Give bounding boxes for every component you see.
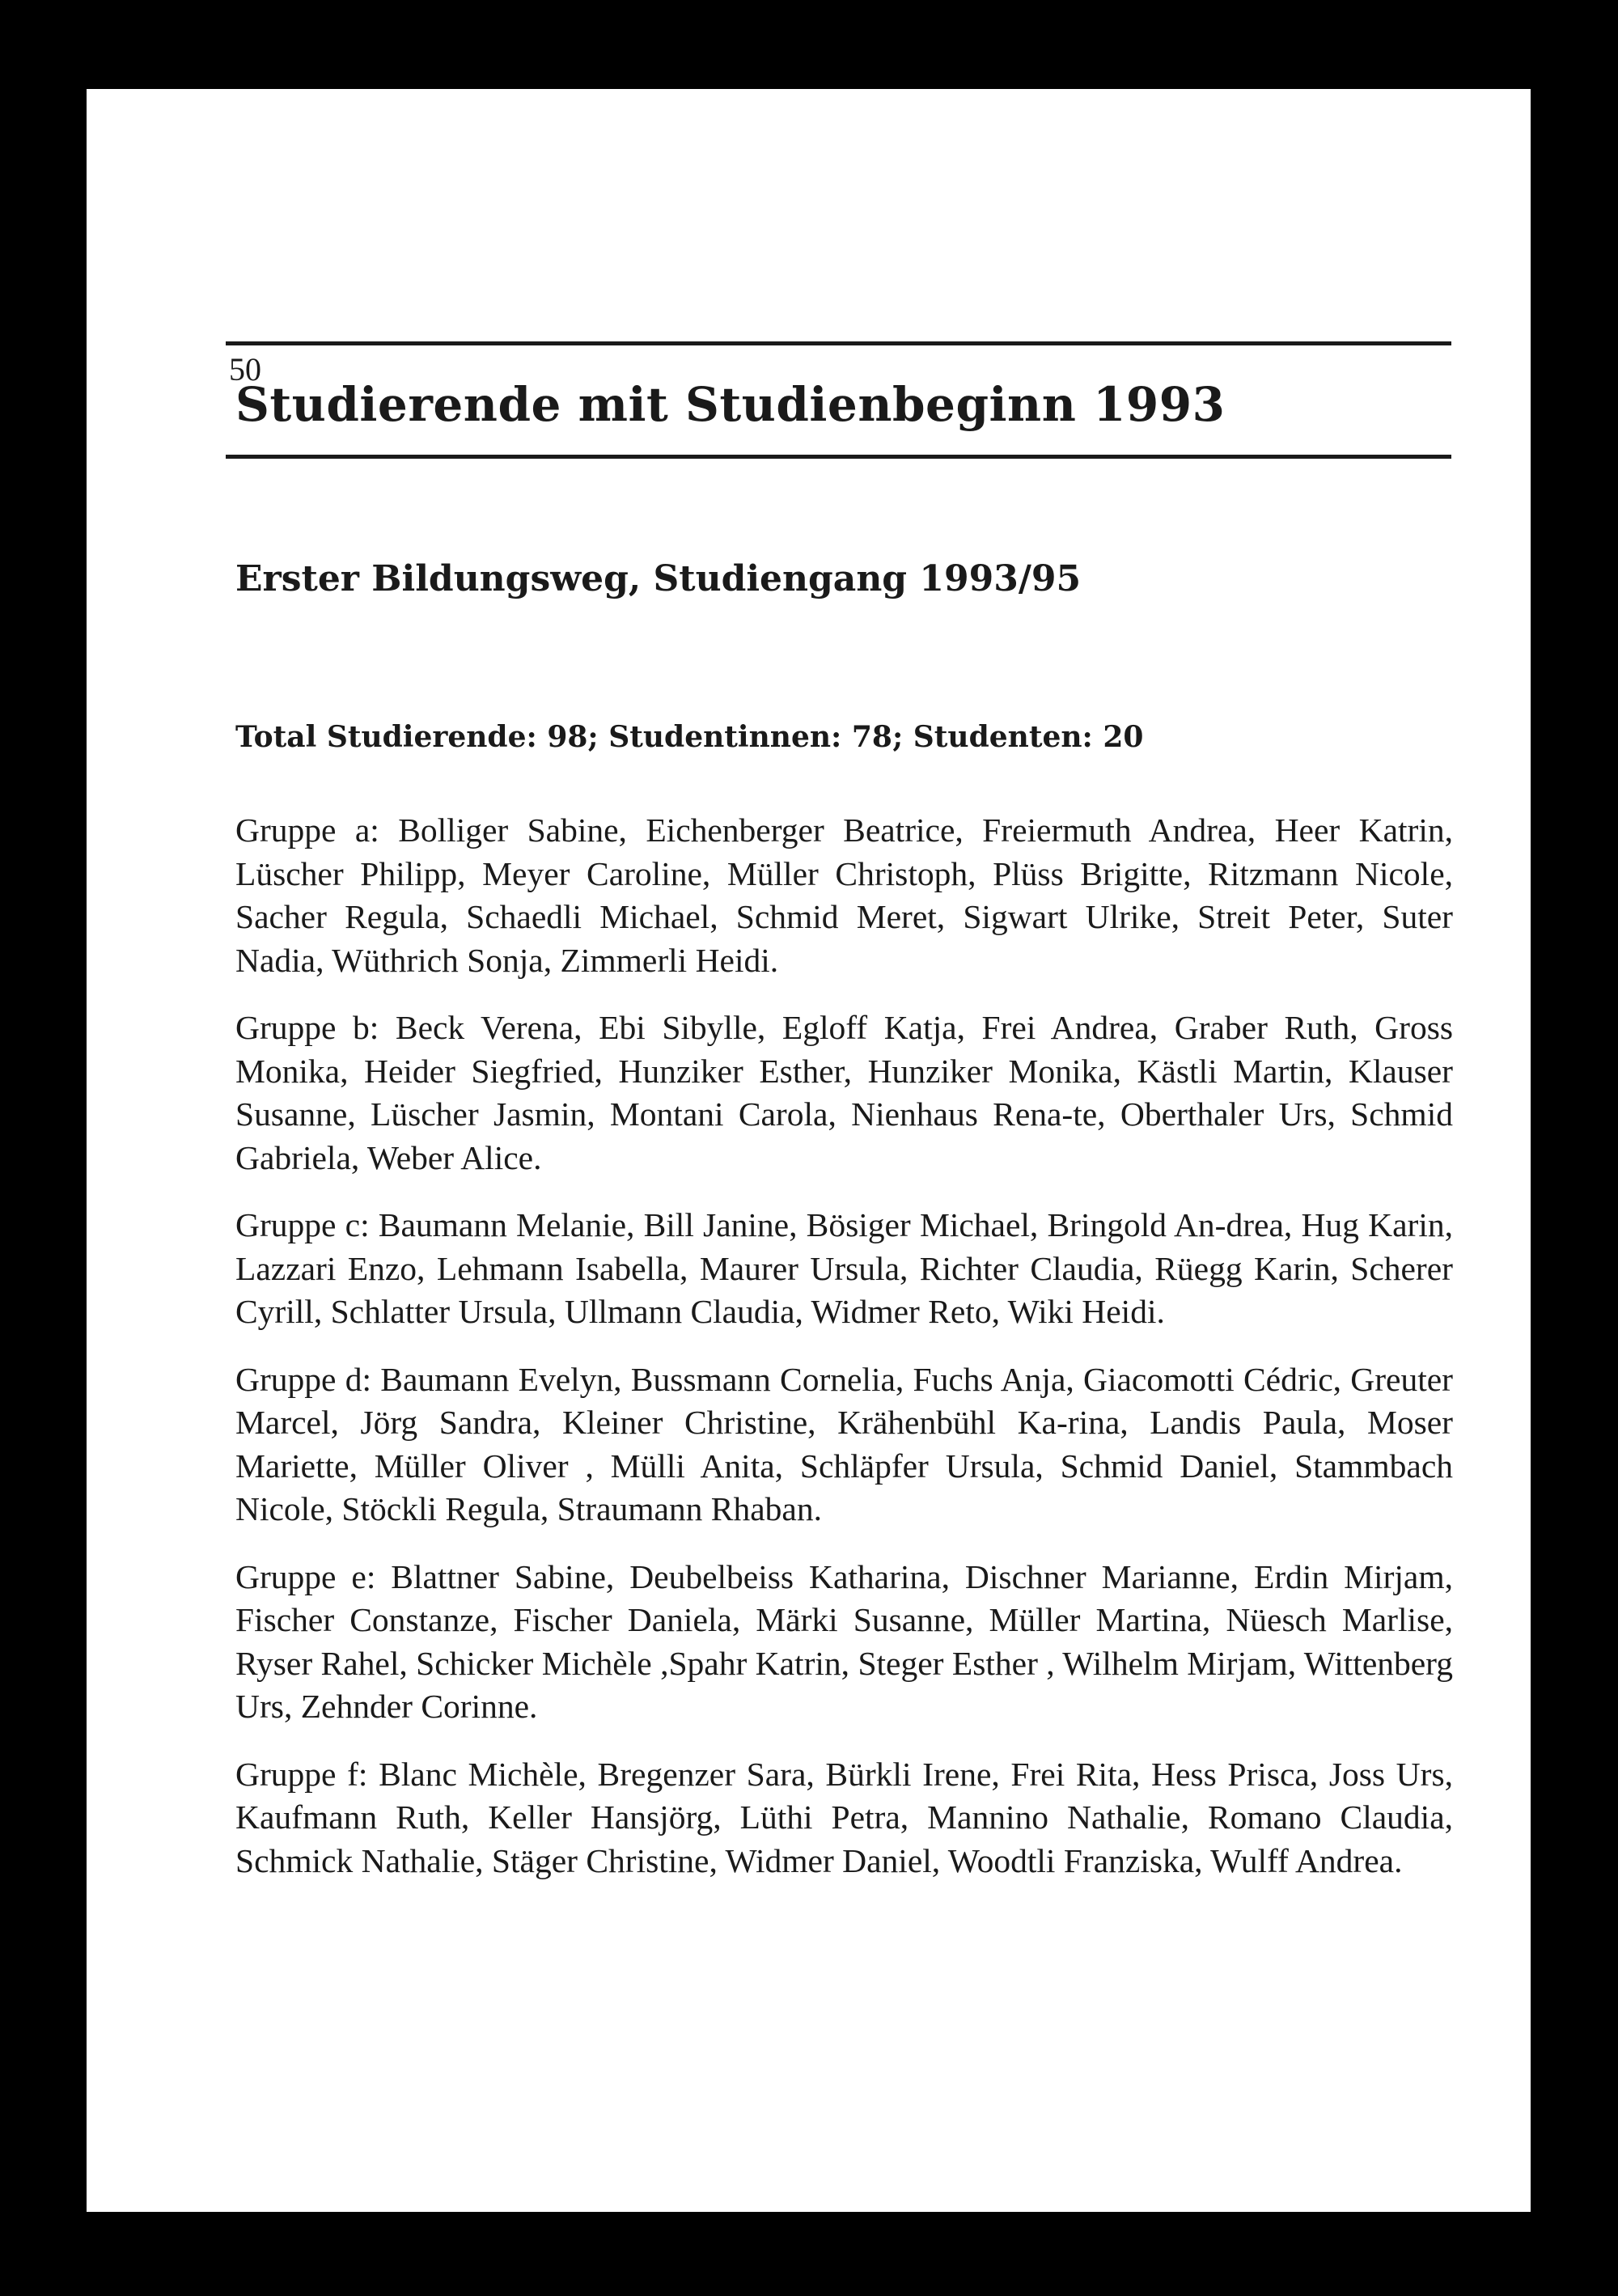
- page-title: Studierende mit Studienbeginn 1993: [235, 377, 1226, 432]
- document-page: [87, 89, 1531, 2212]
- group-a-paragraph: Gruppe a: Bolliger Sabine, Eichenberger Beatrice, Freiermuth Andrea, Heer Katrin, Lüscher Philipp, Meyer Caroline, Müller Christoph, Plüss Brigitte, Ritzmann Nicole, Sacher Regula, Schaedli Michael, Schmid Meret, Sigwart Ulrike, Streit Peter, Suter Nadia, Wüthrich Sonja, Zimmerli Heidi.: [235, 811, 1453, 979]
- page-number: 50: [229, 351, 261, 388]
- title-rule-top: [226, 341, 1451, 345]
- section-subtitle: Erster Bildungsweg, Studiengang 1993/95: [235, 558, 1082, 599]
- student-totals: Total Studierende: 98; Studentinnen: 78; Studenten: 20: [235, 720, 1144, 754]
- title-rule-bottom: [226, 455, 1451, 459]
- group-c-paragraph: Gruppe c: Baumann Melanie, Bill Janine, Bösiger Michael, Bringold An-drea, Hug Karin, Lazzari Enzo, Lehmann Isabella, Maurer Ursula, Richter Claudia, Rüegg Karin, Scherer Cyrill, Schlatter Ursula, Ullmann Claudia, Widmer Reto, Wiki Heidi.: [235, 1206, 1453, 1330]
- group-b-paragraph: Gruppe b: Beck Verena, Ebi Sibylle, Egloff Katja, Frei Andrea, Graber Ruth, Gross Monika, Heider Siegfried, Hunziker Esther, Hunziker Monika, Kästli Martin, Klauser Susanne, Lüscher Jasmin, Montani Carola, Nienhaus Rena-te, Oberthaler Urs, Schmid Gabriela, Weber Alice.: [235, 1009, 1453, 1176]
- group-f-paragraph: Gruppe f: Blanc Michèle, Bregenzer Sara, Bürkli Irene, Frei Rita, Hess Prisca, Joss Urs, Kaufmann Ruth, Keller Hansjörg, Lüthi Petra, Mannino Nathalie, Romano Claudia, Schmick Nathalie, Stäger Christine, Widmer Daniel, Woodtli Franziska, Wulff Andrea.: [235, 1755, 1453, 1879]
- group-list: [235, 809, 1453, 1907]
- group-e-paragraph: Gruppe e: Blattner Sabine, Deubelbeiss Katharina, Dischner Marianne, Erdin Mirjam, Fischer Constanze, Fischer Daniela, Märki Susanne, Müller Martina, Nüesch Marlise, Ryser Rahel, Schicker Michèle ,Spahr Katrin, Steger Esther , Wilhelm Mirjam, Wittenberg Urs, Zehnder Corinne.: [235, 1557, 1453, 1725]
- group-d-paragraph: Gruppe d: Baumann Evelyn, Bussmann Cornelia, Fuchs Anja, Giacomotti Cédric, Greuter Marcel, Jörg Sandra, Kleiner Christine, Krähenbühl Ka-rina, Landis Paula, Moser Mariette, Müller Oliver , Mülli Anita, Schläpfer Ursula, Schmid Daniel, Stammbach Nicole, Stöckli Regula, Straumann Rhaban.: [235, 1360, 1453, 1527]
